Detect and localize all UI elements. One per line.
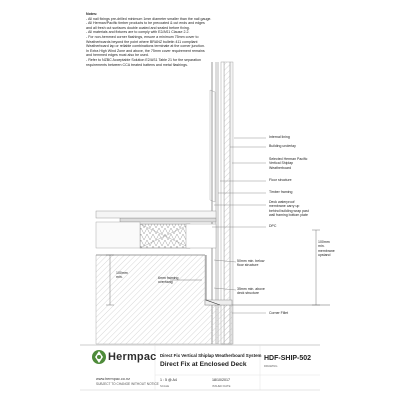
callout-weatherboard <box>269 157 307 170</box>
callout-text: behind building wrap past <box>269 208 309 213</box>
note-line: Weatherboard lap or reliable combinations terminate at the corner junction. <box>86 44 205 49</box>
callout-corner-fillet <box>269 311 288 315</box>
drawing-label: DRAWING <box>264 364 278 368</box>
note-line: and all fresh cut surfaces double coated and sealed before fixing. <box>86 25 190 30</box>
note-line: Weatherboards beyond the point where BRANZ bulletin 411 compliant <box>86 39 198 44</box>
note-line: and hemmed edges must also be used. <box>86 53 149 58</box>
deck-structure <box>96 211 216 248</box>
callout-deck-membrane <box>269 200 309 217</box>
drawing-number: HDF-SHIP-502 <box>264 355 312 362</box>
drawing-title: Direct Fix at Enclosed Deck <box>160 361 247 368</box>
hermpac-logo-icon <box>92 350 106 364</box>
note-line: - All materials and fixtures are to comply with E2/AS1 Clause 2.2. <box>86 30 190 35</box>
callout-text: Selected Herman Pacific <box>269 157 308 161</box>
callout-text: Corner Fillet <box>269 311 289 315</box>
callout-text: DPC <box>269 224 277 228</box>
ground-slab <box>96 255 330 344</box>
callout-text: min. <box>318 244 325 249</box>
callout-text: 100mm <box>116 271 128 275</box>
callout-building-underlay <box>269 144 296 148</box>
callout-dpc <box>269 224 276 228</box>
callout-text: overhang <box>158 280 173 285</box>
callout-text: Weatherboard <box>269 165 292 170</box>
callout-text: 35mm min. above <box>237 287 265 291</box>
callout-text: Vertical Shiplap <box>269 161 294 166</box>
callout-text: Deck waterproof <box>269 200 295 204</box>
callout-text: 50mm min. below <box>237 259 265 263</box>
callout-text: Internal lining <box>269 135 290 139</box>
notes-heading: Notes: <box>86 12 98 16</box>
callout-text: upstand <box>318 252 331 257</box>
brand-url: www.hermpac.co.nz <box>96 377 130 381</box>
callout-text: membrane <box>318 248 335 253</box>
callout-timber-framing <box>269 190 292 194</box>
callout-text: Building underlay <box>269 144 296 148</box>
callout-floor-structure <box>269 178 292 182</box>
callout-text: Timber framing <box>269 190 293 194</box>
callout-text: membrane carry up <box>269 204 300 209</box>
callout-text: wall framing bottom plate <box>269 212 308 217</box>
callout-text: 100mm <box>318 240 330 244</box>
callout-100mm-min <box>116 271 128 280</box>
callout-below-floor <box>237 259 264 268</box>
brand-name: Hermpac <box>108 351 157 363</box>
callout-text: deck structure <box>237 291 259 296</box>
callout-text: min. <box>116 275 123 280</box>
callout-text: 6mm framing <box>158 276 179 280</box>
system-name: Direct Fix Vertical Shiplap Weatherboard System <box>160 353 262 358</box>
callout-text: Floor structure <box>269 178 292 182</box>
callout-text: floor structure <box>237 263 259 268</box>
note-line: In Extra High Wind Zone and above, the 75mm cover requirement remains <box>86 48 205 53</box>
note-line: requirements between CCA treated battens and metal flashings. <box>86 62 188 67</box>
note-line: - Refer to NZBC Acceptable Solution E2/AS1 Table 21 for the separation <box>86 57 201 62</box>
callout-internal-lining <box>269 135 290 139</box>
callout-membrane-upstand <box>318 240 335 257</box>
date-value: 18/10/2017 <box>212 378 230 382</box>
callout-framing-overhang <box>158 276 178 285</box>
scale-label: SCALE <box>160 384 170 388</box>
note-line: - All nail fixings pre-drilled minimum 1mm diameter smaller than the nail gauge. <box>86 16 212 21</box>
subject-notice: SUBJECT TO CHANGE WITHOUT NOTICE <box>96 382 159 386</box>
note-line: - For non-hemmed corner flashings, ensure a minimum 75mm cover to <box>86 34 199 39</box>
callout-above-deck <box>237 287 265 296</box>
date-label: ISSUED DATE <box>212 384 231 388</box>
scale-value: 1 : 5 @ A4 <box>160 378 177 382</box>
note-line: - All Herman/Pacific timber products to be precoated & cut ends and edges <box>86 21 205 26</box>
